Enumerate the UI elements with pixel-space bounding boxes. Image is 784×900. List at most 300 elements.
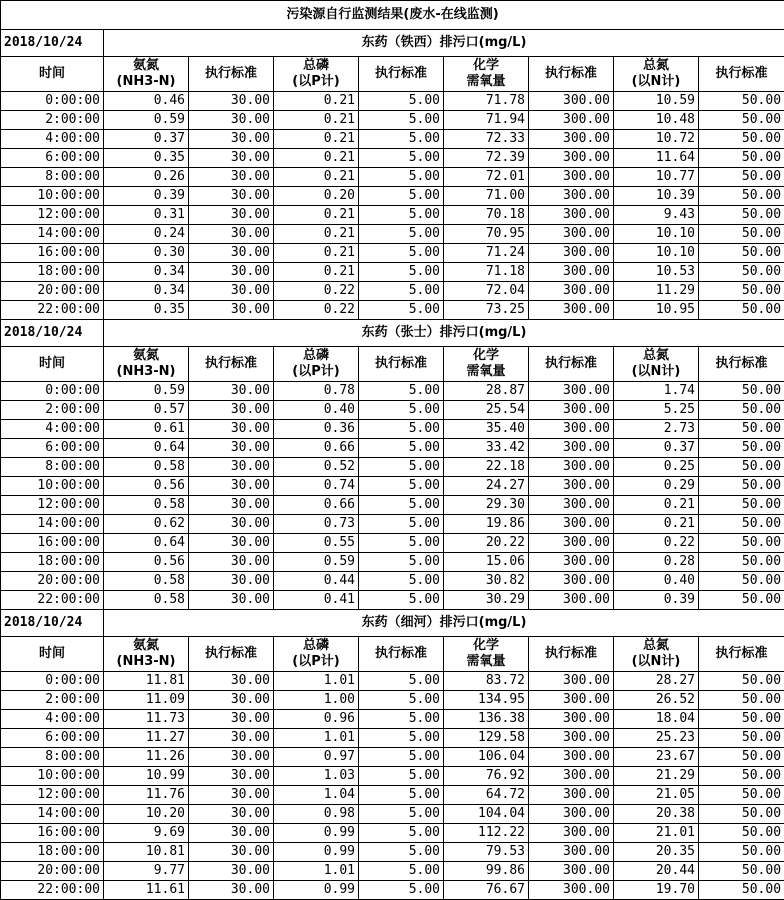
value-cell: 20.44 [614, 862, 699, 881]
value-cell: 0.37 [614, 439, 699, 458]
time-cell: 0:00:00 [1, 672, 104, 691]
table-row [1, 111, 784, 130]
value-cell: 30.00 [189, 729, 274, 748]
value-cell: 30.00 [189, 515, 274, 534]
value-cell: 33.42 [444, 439, 529, 458]
value-cell: 10.77 [614, 168, 699, 187]
value-cell: 129.58 [444, 729, 529, 748]
value-cell: 30.00 [189, 767, 274, 786]
value-cell: 10.95 [614, 301, 699, 320]
table-row [1, 729, 784, 748]
value-cell: 22.18 [444, 458, 529, 477]
value-cell: 30.00 [189, 534, 274, 553]
value-cell: 50.00 [699, 496, 784, 515]
value-cell: 0.99 [274, 881, 359, 900]
value-cell: 5.00 [359, 382, 444, 401]
value-cell: 30.00 [189, 496, 274, 515]
value-cell: 0.37 [104, 130, 189, 149]
value-cell: 5.00 [359, 515, 444, 534]
value-cell: 0.39 [104, 187, 189, 206]
value-cell: 50.00 [699, 439, 784, 458]
value-cell: 10.39 [614, 187, 699, 206]
time-cell: 14:00:00 [1, 225, 104, 244]
value-cell: 0.99 [274, 824, 359, 843]
time-cell: 22:00:00 [1, 301, 104, 320]
table-row [1, 92, 784, 111]
value-cell: 26.52 [614, 691, 699, 710]
value-cell: 300.00 [529, 515, 614, 534]
table-row [1, 130, 784, 149]
table-row [1, 382, 784, 401]
table-row [1, 282, 784, 301]
value-cell: 0.55 [274, 534, 359, 553]
value-cell: 30.00 [189, 805, 274, 824]
value-cell: 300.00 [529, 149, 614, 168]
column-header: 化学 需氧量 [444, 347, 529, 382]
column-header: 化学 需氧量 [444, 637, 529, 672]
value-cell: 24.27 [444, 477, 529, 496]
value-cell: 30.82 [444, 572, 529, 591]
value-cell: 73.25 [444, 301, 529, 320]
value-cell: 0.21 [274, 244, 359, 263]
table-row [1, 439, 784, 458]
value-cell: 72.33 [444, 130, 529, 149]
table-row [1, 206, 784, 225]
value-cell: 0.34 [104, 263, 189, 282]
time-cell: 18:00:00 [1, 263, 104, 282]
value-cell: 50.00 [699, 382, 784, 401]
table-row [1, 824, 784, 843]
value-cell: 64.72 [444, 786, 529, 805]
value-cell: 11.64 [614, 149, 699, 168]
value-cell: 30.00 [189, 458, 274, 477]
value-cell: 5.00 [359, 92, 444, 111]
value-cell: 50.00 [699, 515, 784, 534]
value-cell: 5.00 [359, 805, 444, 824]
value-cell: 30.00 [189, 301, 274, 320]
value-cell: 30.00 [189, 263, 274, 282]
value-cell: 0.64 [104, 439, 189, 458]
value-cell: 71.94 [444, 111, 529, 130]
value-cell: 30.00 [189, 420, 274, 439]
value-cell: 300.00 [529, 824, 614, 843]
table-row [1, 691, 784, 710]
value-cell: 50.00 [699, 282, 784, 301]
value-cell: 0.58 [104, 496, 189, 515]
value-cell: 10.53 [614, 263, 699, 282]
value-cell: 50.00 [699, 553, 784, 572]
column-header: 执行标准 [529, 57, 614, 92]
column-header: 执行标准 [699, 347, 784, 382]
value-cell: 20.35 [614, 843, 699, 862]
value-cell: 300.00 [529, 729, 614, 748]
time-cell: 22:00:00 [1, 881, 104, 900]
value-cell: 50.00 [699, 591, 784, 610]
value-cell: 0.21 [274, 168, 359, 187]
value-cell: 300.00 [529, 572, 614, 591]
value-cell: 29.30 [444, 496, 529, 515]
value-cell: 50.00 [699, 225, 784, 244]
time-cell: 8:00:00 [1, 458, 104, 477]
section-header-row [1, 610, 784, 637]
value-cell: 0.97 [274, 748, 359, 767]
value-cell: 50.00 [699, 862, 784, 881]
value-cell: 0.46 [104, 92, 189, 111]
value-cell: 300.00 [529, 187, 614, 206]
value-cell: 0.21 [614, 515, 699, 534]
value-cell: 30.00 [189, 187, 274, 206]
value-cell: 0.58 [104, 591, 189, 610]
table-row [1, 225, 784, 244]
column-header: 时间 [1, 347, 104, 382]
value-cell: 19.70 [614, 881, 699, 900]
value-cell: 10.20 [104, 805, 189, 824]
value-cell: 5.00 [359, 553, 444, 572]
table-row [1, 496, 784, 515]
value-cell: 0.26 [104, 168, 189, 187]
value-cell: 300.00 [529, 206, 614, 225]
value-cell: 0.39 [614, 591, 699, 610]
value-cell: 300.00 [529, 225, 614, 244]
column-header: 执行标准 [359, 347, 444, 382]
value-cell: 10.99 [104, 767, 189, 786]
table-row [1, 843, 784, 862]
section-date: 2018/10/24 [1, 610, 104, 637]
value-cell: 300.00 [529, 767, 614, 786]
value-cell: 71.24 [444, 244, 529, 263]
value-cell: 5.00 [359, 420, 444, 439]
value-cell: 30.00 [189, 591, 274, 610]
value-cell: 0.20 [274, 187, 359, 206]
column-header: 时间 [1, 57, 104, 92]
time-cell: 20:00:00 [1, 862, 104, 881]
value-cell: 0.21 [274, 92, 359, 111]
value-cell: 0.78 [274, 382, 359, 401]
value-cell: 50.00 [699, 672, 784, 691]
value-cell: 50.00 [699, 301, 784, 320]
value-cell: 0.21 [614, 496, 699, 515]
value-cell: 300.00 [529, 748, 614, 767]
value-cell: 300.00 [529, 786, 614, 805]
value-cell: 76.67 [444, 881, 529, 900]
value-cell: 50.00 [699, 92, 784, 111]
column-header: 时间 [1, 637, 104, 672]
table-row [1, 301, 784, 320]
value-cell: 25.23 [614, 729, 699, 748]
value-cell: 0.22 [274, 282, 359, 301]
value-cell: 19.86 [444, 515, 529, 534]
time-cell: 12:00:00 [1, 496, 104, 515]
value-cell: 9.77 [104, 862, 189, 881]
value-cell: 0.35 [104, 149, 189, 168]
value-cell: 30.00 [189, 748, 274, 767]
table-row [1, 187, 784, 206]
value-cell: 35.40 [444, 420, 529, 439]
column-header-row [1, 57, 784, 92]
value-cell: 10.48 [614, 111, 699, 130]
value-cell: 5.00 [359, 206, 444, 225]
value-cell: 134.95 [444, 691, 529, 710]
value-cell: 5.00 [359, 282, 444, 301]
value-cell: 11.27 [104, 729, 189, 748]
value-cell: 300.00 [529, 382, 614, 401]
value-cell: 5.00 [359, 786, 444, 805]
value-cell: 11.26 [104, 748, 189, 767]
value-cell: 10.72 [614, 130, 699, 149]
value-cell: 30.00 [189, 843, 274, 862]
value-cell: 72.04 [444, 282, 529, 301]
value-cell: 76.92 [444, 767, 529, 786]
value-cell: 136.38 [444, 710, 529, 729]
table-row [1, 572, 784, 591]
value-cell: 50.00 [699, 244, 784, 263]
value-cell: 300.00 [529, 672, 614, 691]
value-cell: 1.01 [274, 672, 359, 691]
column-header: 总氮 (以N计) [614, 637, 699, 672]
value-cell: 30.00 [189, 401, 274, 420]
value-cell: 0.24 [104, 225, 189, 244]
value-cell: 5.00 [359, 439, 444, 458]
time-cell: 6:00:00 [1, 149, 104, 168]
outlet-name: 东药（铁西）排污口(mg/L) [104, 30, 784, 57]
value-cell: 71.00 [444, 187, 529, 206]
value-cell: 5.00 [359, 477, 444, 496]
section-date: 2018/10/24 [1, 320, 104, 347]
value-cell: 1.01 [274, 729, 359, 748]
time-cell: 2:00:00 [1, 401, 104, 420]
value-cell: 106.04 [444, 748, 529, 767]
value-cell: 1.03 [274, 767, 359, 786]
value-cell: 5.00 [359, 729, 444, 748]
report-title: 污染源自行监测结果(废水-在线监测) [1, 1, 784, 30]
table-row [1, 786, 784, 805]
column-header: 氨氮 (NH3-N) [104, 347, 189, 382]
value-cell: 5.00 [359, 534, 444, 553]
time-cell: 8:00:00 [1, 168, 104, 187]
value-cell: 9.43 [614, 206, 699, 225]
value-cell: 112.22 [444, 824, 529, 843]
table-row [1, 748, 784, 767]
time-cell: 16:00:00 [1, 244, 104, 263]
value-cell: 50.00 [699, 824, 784, 843]
value-cell: 300.00 [529, 244, 614, 263]
value-cell: 300.00 [529, 843, 614, 862]
table-row [1, 168, 784, 187]
value-cell: 11.61 [104, 881, 189, 900]
value-cell: 5.00 [359, 168, 444, 187]
value-cell: 1.01 [274, 862, 359, 881]
value-cell: 0.28 [614, 553, 699, 572]
value-cell: 300.00 [529, 691, 614, 710]
value-cell: 30.00 [189, 111, 274, 130]
section-header-row [1, 320, 784, 347]
value-cell: 0.22 [614, 534, 699, 553]
value-cell: 30.00 [189, 710, 274, 729]
value-cell: 21.29 [614, 767, 699, 786]
value-cell: 0.56 [104, 553, 189, 572]
value-cell: 50.00 [699, 420, 784, 439]
value-cell: 30.00 [189, 244, 274, 263]
title-row [1, 1, 784, 30]
value-cell: 20.38 [614, 805, 699, 824]
column-header: 氨氮 (NH3-N) [104, 637, 189, 672]
value-cell: 0.58 [104, 572, 189, 591]
table-row [1, 263, 784, 282]
value-cell: 0.29 [614, 477, 699, 496]
value-cell: 0.59 [104, 382, 189, 401]
value-cell: 300.00 [529, 263, 614, 282]
value-cell: 300.00 [529, 130, 614, 149]
time-cell: 10:00:00 [1, 187, 104, 206]
value-cell: 28.27 [614, 672, 699, 691]
table-body [1, 1, 784, 900]
value-cell: 300.00 [529, 168, 614, 187]
value-cell: 72.01 [444, 168, 529, 187]
value-cell: 0.31 [104, 206, 189, 225]
time-cell: 4:00:00 [1, 130, 104, 149]
value-cell: 50.00 [699, 691, 784, 710]
value-cell: 5.00 [359, 862, 444, 881]
value-cell: 5.00 [359, 401, 444, 420]
value-cell: 30.29 [444, 591, 529, 610]
time-cell: 8:00:00 [1, 748, 104, 767]
value-cell: 11.76 [104, 786, 189, 805]
value-cell: 11.81 [104, 672, 189, 691]
table-row [1, 401, 784, 420]
outlet-name: 东药（细河）排污口(mg/L) [104, 610, 784, 637]
value-cell: 71.78 [444, 92, 529, 111]
value-cell: 5.00 [359, 244, 444, 263]
table-row [1, 710, 784, 729]
value-cell: 11.29 [614, 282, 699, 301]
value-cell: 5.00 [359, 843, 444, 862]
time-cell: 22:00:00 [1, 591, 104, 610]
table-row [1, 458, 784, 477]
outlet-name: 东药（张士）排污口(mg/L) [104, 320, 784, 347]
value-cell: 0.44 [274, 572, 359, 591]
time-cell: 14:00:00 [1, 515, 104, 534]
value-cell: 30.00 [189, 691, 274, 710]
value-cell: 50.00 [699, 111, 784, 130]
value-cell: 1.00 [274, 691, 359, 710]
value-cell: 0.34 [104, 282, 189, 301]
value-cell: 0.59 [274, 553, 359, 572]
value-cell: 10.59 [614, 92, 699, 111]
value-cell: 72.39 [444, 149, 529, 168]
value-cell: 50.00 [699, 843, 784, 862]
column-header: 执行标准 [699, 637, 784, 672]
value-cell: 11.09 [104, 691, 189, 710]
time-cell: 10:00:00 [1, 767, 104, 786]
value-cell: 70.95 [444, 225, 529, 244]
time-cell: 14:00:00 [1, 805, 104, 824]
value-cell: 10.81 [104, 843, 189, 862]
time-cell: 20:00:00 [1, 282, 104, 301]
value-cell: 1.74 [614, 382, 699, 401]
value-cell: 0.21 [274, 263, 359, 282]
value-cell: 23.67 [614, 748, 699, 767]
value-cell: 0.64 [104, 534, 189, 553]
table-row [1, 881, 784, 900]
value-cell: 5.00 [359, 130, 444, 149]
value-cell: 5.00 [359, 572, 444, 591]
value-cell: 0.74 [274, 477, 359, 496]
value-cell: 0.22 [274, 301, 359, 320]
value-cell: 0.21 [274, 225, 359, 244]
value-cell: 300.00 [529, 553, 614, 572]
table-row [1, 591, 784, 610]
value-cell: 50.00 [699, 786, 784, 805]
column-header: 化学 需氧量 [444, 57, 529, 92]
column-header-row [1, 637, 784, 672]
value-cell: 30.00 [189, 553, 274, 572]
value-cell: 5.00 [359, 301, 444, 320]
value-cell: 30.00 [189, 130, 274, 149]
value-cell: 5.00 [359, 187, 444, 206]
table-row [1, 805, 784, 824]
value-cell: 0.96 [274, 710, 359, 729]
column-header: 执行标准 [189, 57, 274, 92]
value-cell: 2.73 [614, 420, 699, 439]
value-cell: 30.00 [189, 206, 274, 225]
value-cell: 30.00 [189, 149, 274, 168]
value-cell: 50.00 [699, 187, 784, 206]
value-cell: 0.21 [274, 111, 359, 130]
value-cell: 0.99 [274, 843, 359, 862]
value-cell: 30.00 [189, 282, 274, 301]
column-header: 总氮 (以N计) [614, 347, 699, 382]
value-cell: 30.00 [189, 382, 274, 401]
value-cell: 300.00 [529, 92, 614, 111]
column-header: 总磷 (以P计) [274, 637, 359, 672]
value-cell: 5.00 [359, 881, 444, 900]
table-row [1, 767, 784, 786]
column-header: 执行标准 [529, 347, 614, 382]
time-cell: 16:00:00 [1, 824, 104, 843]
value-cell: 0.56 [104, 477, 189, 496]
column-header: 总氮 (以N计) [614, 57, 699, 92]
value-cell: 300.00 [529, 862, 614, 881]
value-cell: 300.00 [529, 458, 614, 477]
value-cell: 5.00 [359, 824, 444, 843]
value-cell: 50.00 [699, 805, 784, 824]
table-row [1, 515, 784, 534]
value-cell: 300.00 [529, 534, 614, 553]
column-header: 执行标准 [359, 57, 444, 92]
value-cell: 50.00 [699, 206, 784, 225]
time-cell: 0:00:00 [1, 382, 104, 401]
value-cell: 30.00 [189, 225, 274, 244]
value-cell: 5.00 [359, 111, 444, 130]
value-cell: 0.40 [274, 401, 359, 420]
value-cell: 79.53 [444, 843, 529, 862]
column-header: 执行标准 [189, 347, 274, 382]
column-header-row [1, 347, 784, 382]
value-cell: 50.00 [699, 263, 784, 282]
value-cell: 5.00 [359, 263, 444, 282]
value-cell: 0.21 [274, 149, 359, 168]
value-cell: 50.00 [699, 881, 784, 900]
value-cell: 300.00 [529, 420, 614, 439]
value-cell: 5.00 [359, 710, 444, 729]
value-cell: 28.87 [444, 382, 529, 401]
value-cell: 300.00 [529, 301, 614, 320]
value-cell: 50.00 [699, 767, 784, 786]
value-cell: 300.00 [529, 881, 614, 900]
value-cell: 71.18 [444, 263, 529, 282]
value-cell: 0.30 [104, 244, 189, 263]
value-cell: 0.66 [274, 496, 359, 515]
